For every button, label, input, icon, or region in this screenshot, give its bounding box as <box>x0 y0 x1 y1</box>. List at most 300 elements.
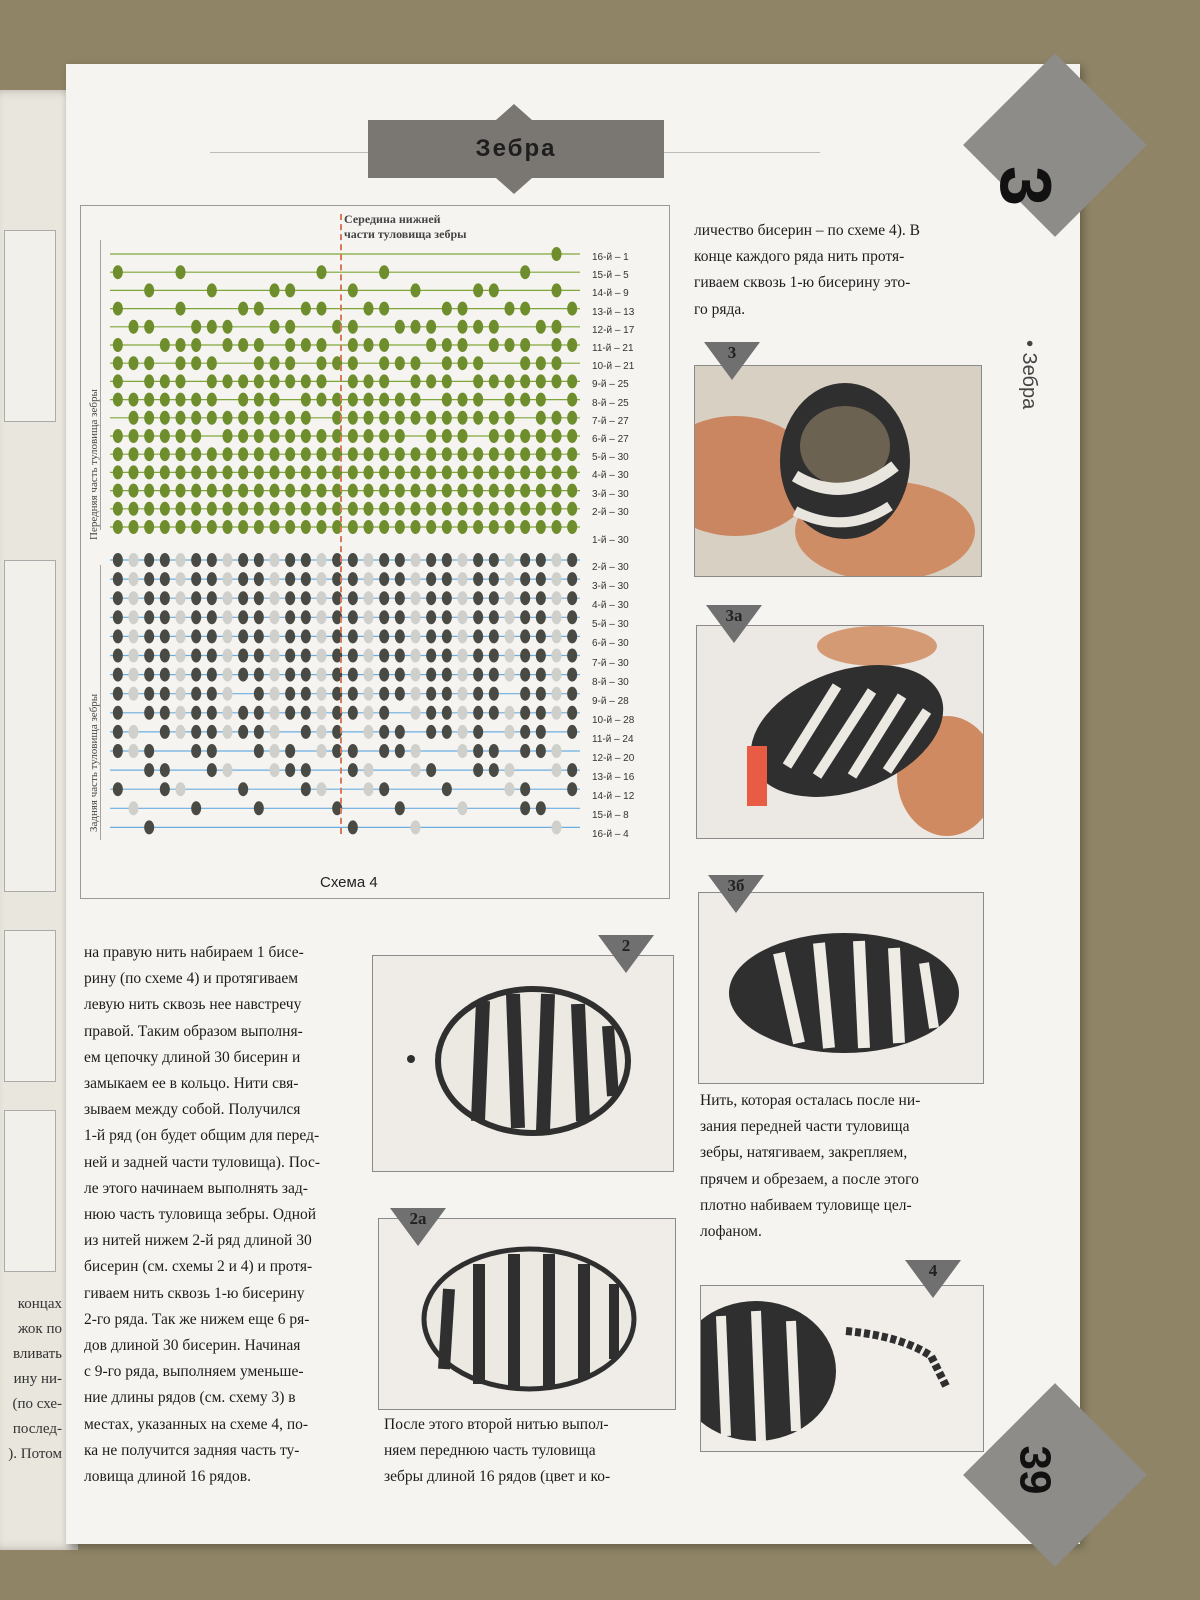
scheme-bead <box>238 465 248 479</box>
scheme-bead <box>176 411 186 425</box>
scheme-bead <box>489 320 499 334</box>
scheme-bead <box>567 610 577 624</box>
scheme-bead <box>238 668 248 682</box>
scheme-bead <box>176 725 186 739</box>
scheme-bead <box>458 411 468 425</box>
scheme-bead <box>348 374 358 388</box>
left-page-text-line: послед- <box>12 1421 62 1437</box>
scheme-bead <box>411 572 421 586</box>
scheme-bead <box>536 320 546 334</box>
scheme-bead <box>426 465 436 479</box>
scheme-bead <box>442 465 452 479</box>
scheme-bead <box>223 687 233 701</box>
scheme-bead <box>160 520 170 534</box>
scheme-row-label: 7-й – 27 <box>592 415 629 427</box>
scheme-bead <box>505 668 515 682</box>
chapter-number: 3 <box>985 165 1066 207</box>
scheme-bead <box>191 553 201 567</box>
scheme-bead <box>536 502 546 516</box>
scheme-bead <box>238 429 248 443</box>
scheme-bead <box>536 520 546 534</box>
scheme-bead <box>458 801 468 815</box>
scheme-bead <box>160 763 170 777</box>
scheme-bead <box>411 591 421 605</box>
scheme-bead <box>285 465 295 479</box>
text-line: с 9-го ряда, выполняем уменьше- <box>84 1363 304 1381</box>
left-page-diagram <box>4 930 56 1082</box>
scheme-bead <box>191 572 201 586</box>
scheme-bead <box>113 393 123 407</box>
text-line: ле этого начинаем выполнять зад- <box>84 1179 308 1197</box>
scheme-bead <box>317 649 327 663</box>
scheme-bead <box>536 484 546 498</box>
scheme-bead <box>317 447 327 461</box>
text-line: местах, указанных на схеме 4, по- <box>84 1415 309 1433</box>
scheme-bead <box>411 649 421 663</box>
scheme-bead <box>458 668 468 682</box>
scheme-bead <box>223 374 233 388</box>
scheme-bead <box>536 629 546 643</box>
scheme-bead <box>426 591 436 605</box>
scheme-bead <box>238 553 248 567</box>
scheme-bead <box>238 520 248 534</box>
scheme-bead <box>473 744 483 758</box>
text-line: левую нить сквозь нее навстречу <box>84 996 302 1014</box>
scheme-bead <box>144 687 154 701</box>
scheme-bead <box>129 591 139 605</box>
scheme-bead <box>207 520 217 534</box>
photo-label: 2 <box>621 936 631 955</box>
scheme-bead <box>473 520 483 534</box>
scheme-bead <box>458 484 468 498</box>
scheme-bead <box>458 725 468 739</box>
scheme-bead <box>442 338 452 352</box>
scheme-bead <box>442 610 452 624</box>
text-line: рину (по схеме 4) и протягиваем <box>84 970 299 988</box>
scheme-bead <box>364 484 374 498</box>
scheme-bead <box>426 411 436 425</box>
scheme-row-label: 16-й – 1 <box>592 252 629 263</box>
scheme-bead <box>379 553 389 567</box>
scheme-bead <box>254 520 264 534</box>
scheme-row-label: 5-й – 30 <box>592 619 629 631</box>
scheme-bead <box>379 668 389 682</box>
scheme-bead <box>473 465 483 479</box>
scheme-bead <box>238 725 248 739</box>
scheme-bead <box>113 610 123 624</box>
scheme-bead <box>364 610 374 624</box>
text-line: 1-й ряд (он будет общим для перед- <box>84 1127 320 1145</box>
scheme-bead <box>223 465 233 479</box>
scheme-bead <box>395 484 405 498</box>
scheme-bead <box>536 465 546 479</box>
scheme-bead <box>473 706 483 720</box>
text-line: ловища длиной 16 рядов. <box>84 1468 252 1486</box>
scheme-bead <box>552 356 562 370</box>
scheme-bead <box>238 782 248 796</box>
scheme-bead <box>223 520 233 534</box>
scheme-bead <box>207 320 217 334</box>
scheme-bead <box>348 338 358 352</box>
scheme-bead <box>207 502 217 516</box>
scheme-bead <box>552 374 562 388</box>
text-line: бисерин (см. схемы 2 и 4) и протя- <box>84 1258 313 1276</box>
scheme-bead <box>489 610 499 624</box>
scheme-bead <box>191 411 201 425</box>
scheme-bead <box>426 572 436 586</box>
scheme-bead <box>285 706 295 720</box>
photo-label: 4 <box>928 1261 938 1280</box>
scheme-bead <box>254 706 264 720</box>
scheme-bead <box>176 572 186 586</box>
scheme-bead <box>442 393 452 407</box>
scheme-bead <box>160 706 170 720</box>
scheme-bead <box>458 629 468 643</box>
scheme-bead <box>254 649 264 663</box>
scheme-bead <box>395 502 405 516</box>
page-title: Зебра <box>368 120 664 178</box>
text-line: зания передней части туловища <box>700 1118 910 1136</box>
photo-step-3a-image <box>697 626 983 838</box>
scheme-bead <box>364 520 374 534</box>
scheme-bead <box>552 763 562 777</box>
scheme-bead <box>379 265 389 279</box>
scheme-bead <box>160 338 170 352</box>
scheme-bead <box>285 484 295 498</box>
scheme-bead <box>176 591 186 605</box>
scheme-bead <box>364 465 374 479</box>
scheme-bead <box>348 572 358 586</box>
scheme-bead <box>489 687 499 701</box>
scheme-bead <box>442 629 452 643</box>
scheme-bead <box>270 447 280 461</box>
scheme-bead <box>129 610 139 624</box>
scheme-bead <box>458 649 468 663</box>
scheme-bead <box>411 744 421 758</box>
scheme-bead <box>348 687 358 701</box>
scheme-bead <box>285 591 295 605</box>
text-line: прячем и обрезаем, а после этого <box>700 1170 919 1188</box>
scheme-bead <box>473 553 483 567</box>
scheme-bead <box>458 553 468 567</box>
scheme-bead <box>301 447 311 461</box>
scheme-bead <box>442 668 452 682</box>
scheme-bead <box>191 610 201 624</box>
scheme-bead <box>567 429 577 443</box>
scheme-row-label: 6-й – 27 <box>592 434 629 445</box>
scheme-bead <box>238 484 248 498</box>
scheme-bead <box>364 338 374 352</box>
text-line: гиваем сквозь 1-ю бисерину это- <box>694 274 911 292</box>
scheme-bead <box>238 610 248 624</box>
scheme-bead <box>270 502 280 516</box>
scheme-bead <box>379 393 389 407</box>
scheme-bead <box>207 725 217 739</box>
photo-label: 3 <box>727 343 737 362</box>
scheme-bead <box>301 572 311 586</box>
scheme-bead <box>552 820 562 834</box>
scheme-bead <box>442 502 452 516</box>
scheme-bead <box>160 484 170 498</box>
scheme-bead <box>348 591 358 605</box>
scheme-bead <box>176 338 186 352</box>
scheme-bead <box>567 668 577 682</box>
scheme-bead <box>364 706 374 720</box>
scheme-bead <box>301 484 311 498</box>
scheme-bead <box>317 629 327 643</box>
scheme-row-label: 10-й – 28 <box>592 714 635 726</box>
scheme-bead <box>238 502 248 516</box>
left-page-text-line: концах <box>17 1296 62 1312</box>
scheme-bead <box>567 411 577 425</box>
scheme-bead <box>301 411 311 425</box>
scheme-bead <box>364 302 374 316</box>
scheme-bead <box>113 374 123 388</box>
scheme-bead <box>254 374 264 388</box>
scheme-bead <box>207 465 217 479</box>
scheme-row-label: 3-й – 30 <box>592 488 629 500</box>
scheme-bead <box>301 725 311 739</box>
scheme-bead <box>144 447 154 461</box>
scheme-bead <box>379 302 389 316</box>
scheme-bead <box>364 374 374 388</box>
scheme-bead <box>113 687 123 701</box>
scheme-bead <box>144 553 154 567</box>
scheme-midline-label-line: части туловища зебры <box>344 227 467 241</box>
scheme-bead <box>411 610 421 624</box>
scheme-bead <box>176 668 186 682</box>
scheme-bead <box>129 801 139 815</box>
scheme-bead <box>301 591 311 605</box>
scheme-bead <box>520 302 530 316</box>
scheme-bead <box>552 247 562 261</box>
scheme-bead <box>207 374 217 388</box>
scheme-bead <box>411 706 421 720</box>
scheme-row-label: 6-й – 30 <box>592 638 629 650</box>
scheme-bead <box>505 502 515 516</box>
scheme-bead <box>411 687 421 701</box>
scheme-bead <box>552 744 562 758</box>
scheme-bead <box>426 649 436 663</box>
scheme-bead <box>301 782 311 796</box>
scheme-bead <box>411 447 421 461</box>
scheme-bead <box>176 649 186 663</box>
text-line: личество бисерин – по схеме 4). В <box>694 222 920 239</box>
scheme-bead <box>489 649 499 663</box>
scheme-bead <box>379 706 389 720</box>
scheme-bead <box>191 429 201 443</box>
text-line: плотно набиваем туловище цел- <box>700 1196 912 1214</box>
scheme-bead <box>489 283 499 297</box>
scheme-bead <box>426 763 436 777</box>
scheme-bead <box>129 356 139 370</box>
text-line: няем переднюю часть туловища <box>384 1442 596 1460</box>
scheme-bead <box>395 393 405 407</box>
scheme-bead <box>238 591 248 605</box>
scheme-bead <box>395 801 405 815</box>
scheme-bead <box>317 465 327 479</box>
scheme-bead <box>536 687 546 701</box>
scheme-bead <box>285 320 295 334</box>
scheme-bead <box>270 572 280 586</box>
photo-step-4-image <box>701 1286 983 1451</box>
photo-step-4 <box>700 1285 984 1452</box>
text-line: нюю часть туловища зебры. Одной <box>84 1206 317 1224</box>
scheme-bead <box>113 591 123 605</box>
scheme-bead <box>348 610 358 624</box>
scheme-bead <box>364 447 374 461</box>
scheme-bead <box>395 320 405 334</box>
scheme-bead <box>191 393 201 407</box>
scheme-bead <box>567 520 577 534</box>
scheme-bead <box>270 484 280 498</box>
scheme-row-label: 13-й – 13 <box>592 306 635 318</box>
scheme-bead <box>505 572 515 586</box>
scheme-row-label: 15-й – 5 <box>592 270 629 282</box>
scheme-bead <box>144 429 154 443</box>
scheme-bead <box>113 338 123 352</box>
text-line: из нитей нижем 2-й ряд длиной 30 <box>84 1232 312 1250</box>
scheme-bead <box>348 520 358 534</box>
scheme-bead <box>552 447 562 461</box>
scheme-bead <box>129 629 139 643</box>
scheme-bead <box>144 502 154 516</box>
scheme-bead <box>223 502 233 516</box>
scheme-bead <box>458 687 468 701</box>
scheme-row-label: 13-й – 16 <box>592 772 635 784</box>
scheme-bead <box>473 447 483 461</box>
left-page-text-line: вливать <box>13 1346 62 1362</box>
scheme-bead <box>223 706 233 720</box>
text-line: 2-го ряда. Так же нижем еще 6 ря- <box>84 1310 310 1328</box>
scheme-bead <box>489 520 499 534</box>
scheme-bead <box>489 502 499 516</box>
scheme-bead <box>160 465 170 479</box>
scheme-bead <box>254 447 264 461</box>
scheme-bead <box>113 520 123 534</box>
scheme-bead <box>317 591 327 605</box>
scheme-bead <box>129 411 139 425</box>
scheme-bead <box>520 801 530 815</box>
scheme-bead <box>270 411 280 425</box>
scheme-bead <box>520 610 530 624</box>
scheme-bead <box>285 744 295 758</box>
scheme-bead <box>301 629 311 643</box>
scheme-bead <box>270 374 280 388</box>
scheme-bead <box>552 668 562 682</box>
scheme-bead <box>317 374 327 388</box>
scheme-bead <box>411 411 421 425</box>
scheme-bead <box>270 668 280 682</box>
scheme-bead <box>348 668 358 682</box>
scheme-bead <box>317 553 327 567</box>
scheme-bead <box>191 484 201 498</box>
scheme-bead <box>442 687 452 701</box>
scheme-bead <box>364 649 374 663</box>
scheme-bead <box>301 610 311 624</box>
scheme-bead <box>552 520 562 534</box>
photo-step-3b-image <box>699 893 983 1083</box>
scheme-bead <box>505 393 515 407</box>
scheme-bead <box>238 706 248 720</box>
scheme-bead <box>285 553 295 567</box>
scheme-bead <box>191 744 201 758</box>
scheme-bead <box>379 572 389 586</box>
scheme-bead <box>238 374 248 388</box>
scheme-bead <box>301 553 311 567</box>
scheme-bead <box>129 668 139 682</box>
scheme-bead <box>160 374 170 388</box>
scheme-bead <box>379 649 389 663</box>
scheme-bead <box>348 502 358 516</box>
scheme-bead <box>489 763 499 777</box>
scheme-bead <box>458 465 468 479</box>
scheme-row-label: 12-й – 17 <box>592 324 635 336</box>
scheme-row-label: 8-й – 30 <box>592 676 629 688</box>
scheme-bead <box>536 649 546 663</box>
scheme-bead <box>191 725 201 739</box>
scheme-bead <box>395 629 405 643</box>
scheme-bead <box>567 629 577 643</box>
scheme-bead <box>176 553 186 567</box>
scheme-bead <box>160 502 170 516</box>
scheme-bead <box>552 484 562 498</box>
scheme-bead <box>552 553 562 567</box>
scheme-bead <box>489 447 499 461</box>
scheme-bead <box>536 668 546 682</box>
scheme-bead <box>270 763 280 777</box>
scheme-bead <box>348 820 358 834</box>
scheme-row-label: 2-й – 30 <box>592 562 629 573</box>
photo-step-2a <box>378 1218 676 1410</box>
scheme-bead <box>536 572 546 586</box>
photo-step-3 <box>694 365 982 577</box>
photo-step-2 <box>372 955 674 1172</box>
scheme-bead <box>520 687 530 701</box>
scheme-bead <box>458 338 468 352</box>
scheme-bead <box>223 725 233 739</box>
scheme-bead <box>520 356 530 370</box>
scheme-bead <box>113 668 123 682</box>
front-part-axis-label: Передняя часть туловища зебры <box>88 389 100 540</box>
scheme-bead <box>379 484 389 498</box>
text-line: После этого второй нитью выпол- <box>384 1416 609 1433</box>
scheme-bead <box>348 411 358 425</box>
scheme-bead <box>379 520 389 534</box>
scheme-bead <box>567 706 577 720</box>
scheme-row-label: 12-й – 20 <box>592 753 635 764</box>
scheme-bead <box>207 763 217 777</box>
text-line: Нить, которая осталась после ни- <box>700 1092 921 1109</box>
scheme-bead <box>458 502 468 516</box>
scheme-bead <box>223 649 233 663</box>
scheme-bead <box>364 411 374 425</box>
scheme-row-label: 8-й – 25 <box>592 397 629 409</box>
scheme-bead <box>536 411 546 425</box>
scheme-bead <box>567 725 577 739</box>
scheme-bead <box>144 374 154 388</box>
scheme-bead <box>270 553 280 567</box>
scheme-bead <box>223 629 233 643</box>
scheme-bead <box>160 668 170 682</box>
scheme-bead <box>426 725 436 739</box>
scheme-bead <box>567 338 577 352</box>
scheme-bead <box>285 447 295 461</box>
scheme-bead <box>426 520 436 534</box>
scheme-row-label: 2-й – 30 <box>592 506 629 518</box>
scheme-bead <box>411 820 421 834</box>
scheme-bead <box>144 744 154 758</box>
